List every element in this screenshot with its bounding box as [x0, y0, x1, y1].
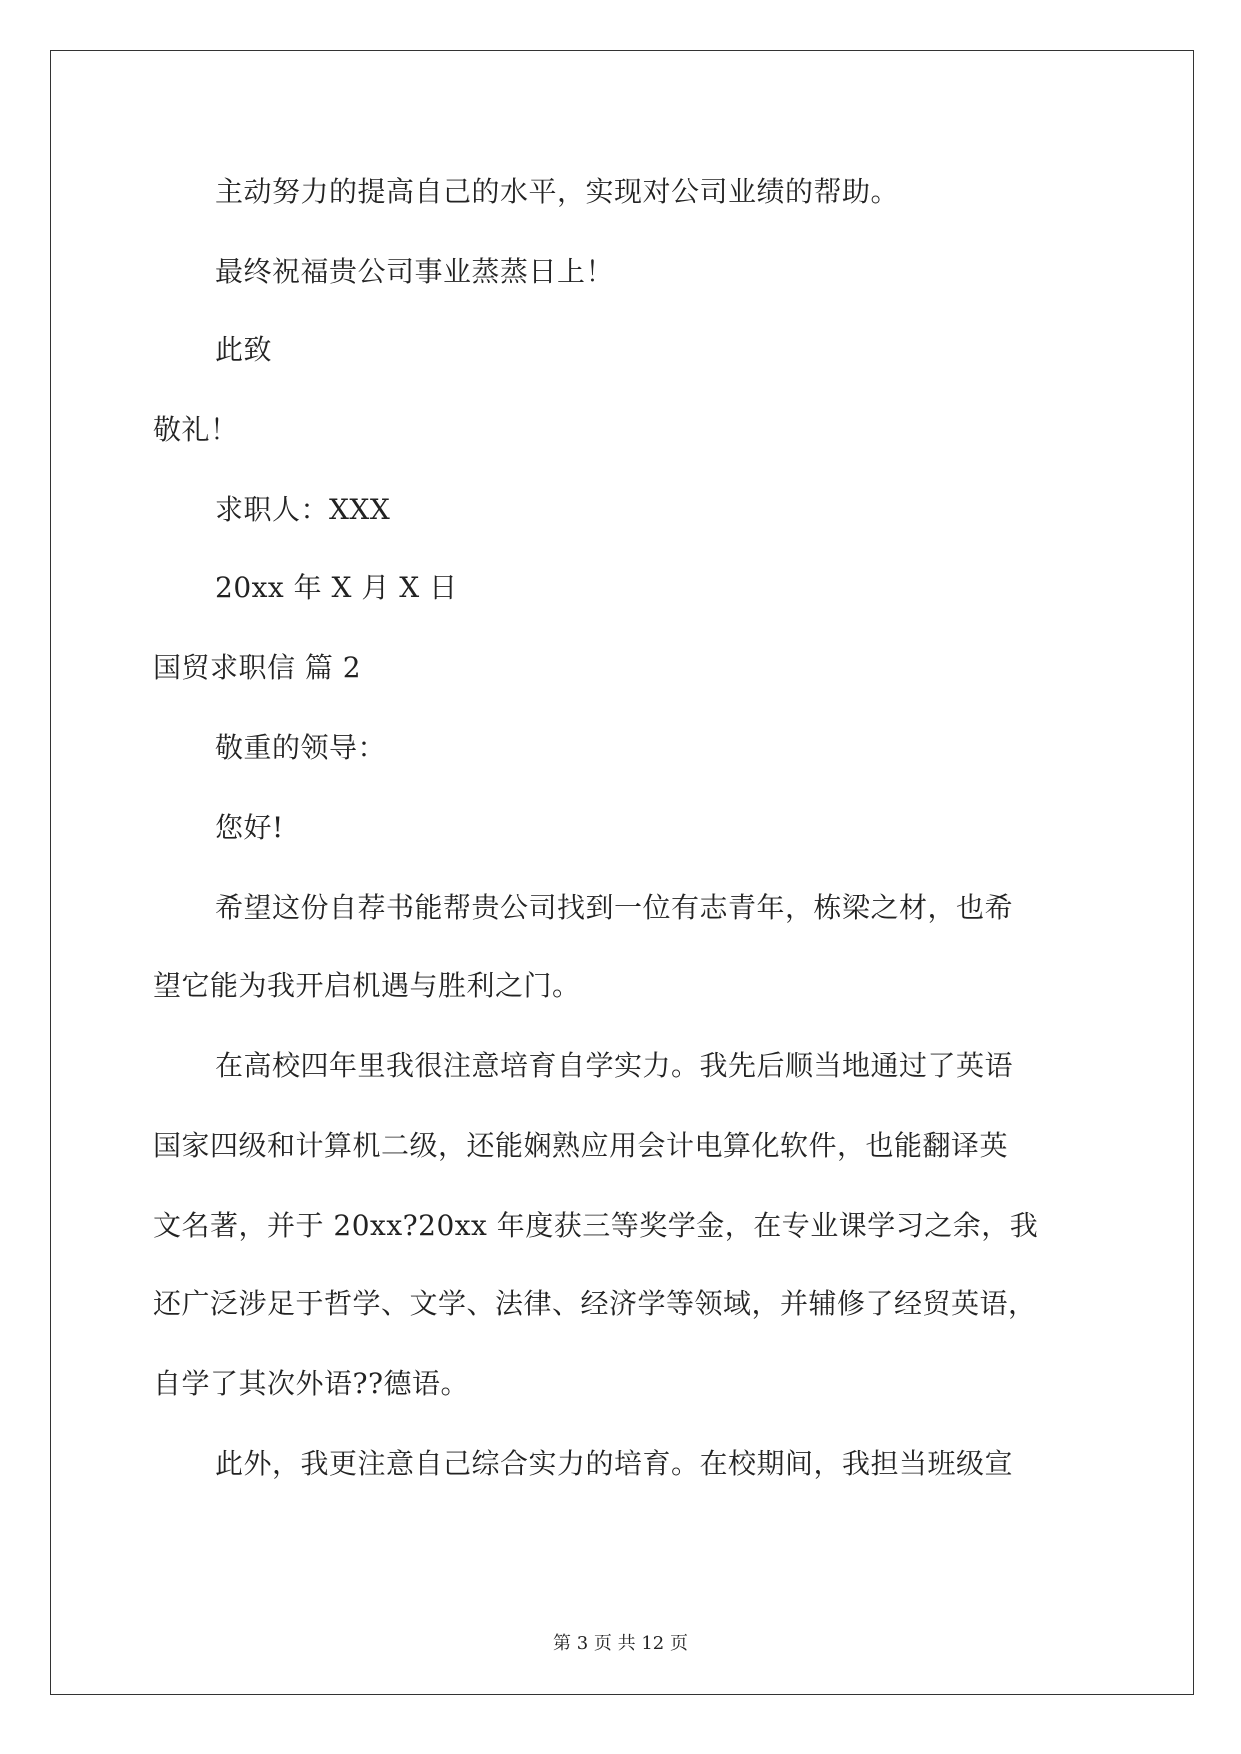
body-line: 主动努力的提高自己的水平，实现对公司业绩的帮助。 — [215, 175, 900, 208]
signature-applicant: 求职人：XXX — [215, 493, 391, 526]
body-line: 还广泛涉足于哲学、文学、法律、经济学等领域，并辅修了经贸英语， — [153, 1287, 1037, 1320]
closing-wish: 最终祝福贵公司事业蒸蒸日上！ — [215, 255, 615, 288]
letter-hello: 您好! — [215, 811, 284, 844]
letter-greeting: 敬重的领导： — [215, 731, 387, 764]
closing-respect: 敬礼！ — [153, 413, 239, 446]
body-line: 希望这份自荐书能帮贵公司找到一位有志青年，栋梁之材，也希 — [215, 891, 1014, 924]
body-line: 国家四级和计算机二级，还能娴熟应用会计电算化软件，也能翻译英 — [153, 1129, 1009, 1162]
body-line: 此外，我更注意自己综合实力的培育。在校期间，我担当班级宣 — [215, 1447, 1014, 1480]
section-heading: 国贸求职信 篇 2 — [153, 651, 362, 684]
body-line: 望它能为我开启机遇与胜利之门。 — [153, 969, 581, 1002]
body-line: 文名著，并于 20xx?20xx 年度获三等奖学金，在专业课学习之余，我 — [153, 1209, 1039, 1242]
closing-salutation: 此致 — [215, 333, 273, 366]
signature-date: 20xx 年 X 月 X 日 — [215, 571, 458, 604]
page-number: 第 3 页 共 12 页 — [553, 1633, 688, 1654]
body-line: 自学了其次外语??德语。 — [153, 1367, 470, 1400]
body-line: 在高校四年里我很注意培育自学实力。我先后顺当地通过了英语 — [215, 1049, 1014, 1082]
